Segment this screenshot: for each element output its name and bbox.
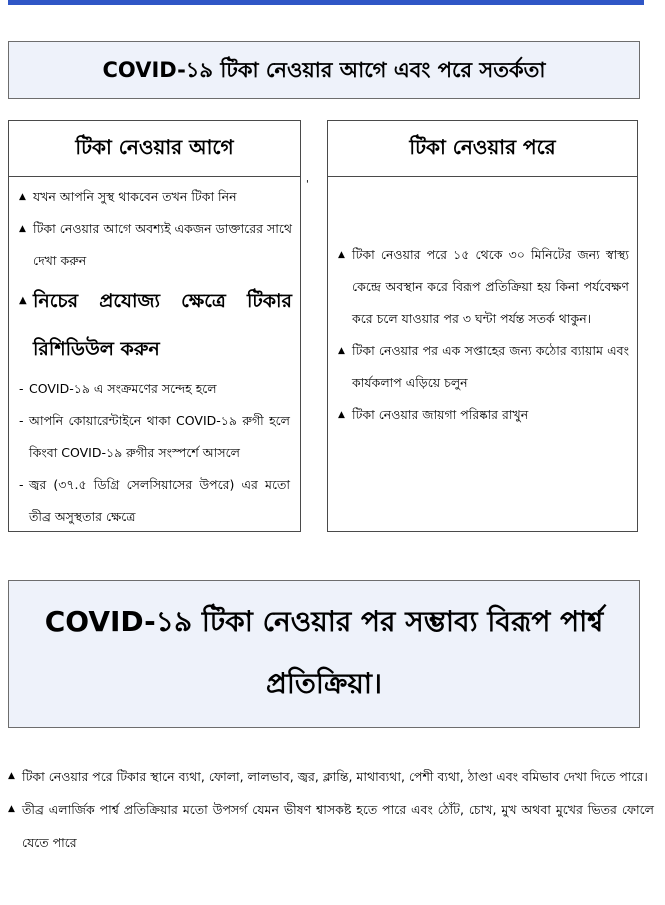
list-item: ▲ তীব্র এলার্জিক পার্শ্ব প্রতিক্রিয়ার মতো উপসর্গ যেমন ভীষণ শ্বাসকষ্ট হতে পারে এবং ঠোঁট, চোখ, মুখ অথবা মুখের ভিতর ফোলে যেতে পারে [4, 793, 654, 859]
before-list [9, 177, 300, 373]
conditions-list [9, 373, 300, 533]
list-item: - COVID-১৯ এ সংক্রমণের সন্দেহ হলে [19, 381, 217, 396]
after-vaccination-panel [327, 120, 638, 532]
bullet-triangle-icon: ▲ [338, 410, 345, 420]
bullet-triangle-icon: ▲ [338, 250, 345, 260]
reschedule-item: ▲ নিচের প্রযোজ্য ক্ষেত্রে টিকার রিশিডিউল করুন [15, 277, 292, 373]
after-list [328, 177, 637, 431]
list-item: ▲ টিকা নেওয়ার পর এক সপ্তাহের জন্য কঠোর ব্যায়াম এবং কার্যকলাপ এড়িয়ে চলুন [334, 335, 629, 399]
bullet-triangle-icon: ▲ [8, 804, 15, 814]
side-effects-title: COVID-১৯ টিকা নেওয়ার পর সম্ভাব্য বিরূপ পার্শ্ব প্রতিক্রিয়া। [8, 580, 640, 728]
list-item: ▲ টিকা নেওয়ার পরে ১৫ থেকে ৩০ মিনিটের জন্য স্বাস্থ্য কেন্দ্রে অবস্থান করে বিরূপ প্রতিক্রিয়া হয় কিনা পর্যবেক্ষণ করে চলে যাওয়ার পর ৩ ঘন্টা পর্যন্ত সতর্ক থাকুন। [334, 239, 629, 335]
bullet-triangle-icon: ▲ [338, 346, 345, 356]
bullet-triangle-icon: ▲ [19, 295, 27, 306]
bullet-triangle-icon: ▲ [19, 192, 26, 202]
top-rule [8, 0, 644, 5]
before-heading: টিকা নেওয়ার আগে [9, 121, 300, 177]
list-item: ▲ টিকা নেওয়ার আগে অবশ্যই একজন ডাক্তারের সাথে দেখা করুন [15, 213, 292, 277]
bullet-triangle-icon: ▲ [19, 224, 26, 234]
list-item: ▲ টিকা নেওয়ার জায়গা পরিষ্কার রাখুন [334, 399, 629, 431]
list-item: - জ্বর (৩৭.৫ ডিগ্রি সেলসিয়াসের উপরে) এর মতো তীব্র অসুস্থতার ক্ষেত্রে [19, 477, 290, 524]
bullet-triangle-icon: ▲ [8, 771, 15, 781]
before-vaccination-panel [8, 120, 301, 532]
list-item: - আপনি কোয়ারেন্টাইনে থাকা COVID-১৯ রুগী হলে কিংবা COVID-১৯ রুগীর সংস্পর্শে আসলে [19, 413, 290, 460]
side-effects-list [4, 760, 654, 859]
side-mark: ' [306, 179, 309, 190]
page-title: COVID-১৯ টিকা নেওয়ার আগে এবং পরে সতর্কতা [8, 41, 640, 99]
after-heading: টিকা নেওয়ার পরে [328, 121, 637, 177]
list-item: ▲ যখন আপনি সুস্থ থাকবেন তখন টিকা নিন [15, 181, 292, 213]
list-item: ▲ টিকা নেওয়ার পরে টিকার স্থানে ব্যথা, ফোলা, লালভাব, জ্বর, ক্লান্তি, মাথাব্যথা, পেশী ব্যথা, ঠাণ্ডা এবং বমিভাব দেখা দিতে পারে। [4, 760, 654, 793]
